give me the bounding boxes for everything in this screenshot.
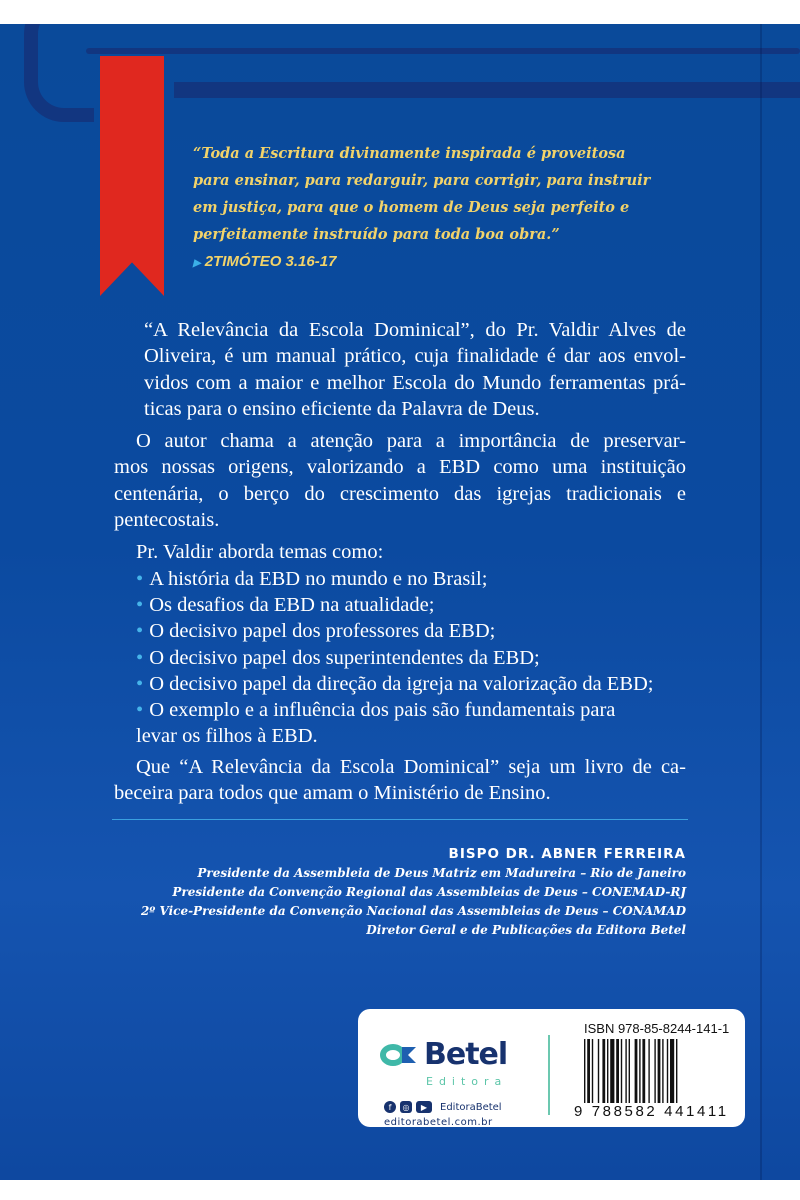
barcode-bar [592, 1039, 593, 1103]
quote-line: em justiça, para que o homem de Deus seja perfeito e [193, 199, 630, 216]
barcode-bar [610, 1039, 614, 1103]
bullet-icon: • [136, 620, 144, 643]
triangle-icon: ▶ [193, 258, 201, 269]
topics-intro: Pr. Valdir aborda temas como: [136, 541, 384, 564]
bookmark-ribbon [100, 56, 164, 296]
decorative-arc [24, 24, 94, 122]
facebook-icon: f [384, 1101, 396, 1113]
barcode-bar [654, 1039, 655, 1103]
item-text: O decisivo papel dos professores da EBD; [149, 620, 496, 643]
item-text: O decisivo papel dos superintendentes da EBD; [149, 646, 540, 669]
betel-logo-icon [380, 1043, 418, 1067]
betel-logo [380, 1037, 507, 1072]
list-item [136, 645, 686, 671]
social-links [384, 1101, 502, 1113]
list-item [136, 697, 686, 723]
barcode-bar [658, 1039, 661, 1103]
barcode-bar [670, 1039, 674, 1103]
signer-role: Diretor Geral e de Publicações da Editora Betel [366, 923, 686, 937]
line: Que “A Relevância da Escola Dominical” seja um livro de ca- [136, 755, 686, 778]
barcode-bar [621, 1039, 622, 1103]
topics-list [114, 566, 686, 750]
barcode-bar [607, 1039, 608, 1103]
quote-line: para ensinar, para redarguir, para corrigir, para instruir [193, 172, 651, 189]
item-text: A história da EBD no mundo e no Brasil; [149, 567, 488, 590]
item-text: levar os filhos à EBD. [136, 725, 318, 748]
paragraph [114, 428, 686, 533]
barcode [584, 1039, 732, 1103]
barcode-bar [676, 1039, 677, 1103]
line: Oliveira, é um manual prático, cuja finalidade é dar aos envol- [144, 345, 686, 368]
item-text: O exemplo e a influência dos pais são fundamentais para [149, 699, 616, 722]
social-handle: EditoraBetel [440, 1101, 502, 1113]
list-item [136, 618, 686, 644]
signer-role: Presidente da Assembleia de Deus Matriz em Madureira – Rio de Janeiro [197, 866, 686, 880]
line: vidos com a maior e melhor Escola do Mundo ferramentas prá- [144, 371, 686, 394]
quote-line: “Toda a Escritura divinamente inspirada é proveitosa [193, 145, 626, 162]
spine-edge [760, 24, 762, 1180]
signer-name: BISPO DR. ABNER FERREIRA [448, 846, 686, 862]
bible-quote [193, 140, 693, 277]
bullet-icon: • [136, 646, 144, 669]
line: “A Relevância da Escola Dominical”, do Pr. Valdir Alves de [144, 319, 686, 341]
barcode-bar [625, 1039, 626, 1103]
barcode-bar [584, 1039, 585, 1103]
line: O autor chama a atenção para a importância de preservar- [136, 430, 686, 453]
barcode-bar [642, 1039, 645, 1103]
isbn-label: ISBN 978-85-8244-141-1 [584, 1021, 730, 1036]
bullet-icon: • [136, 699, 144, 722]
barcode-bar [635, 1039, 638, 1103]
item-text: O decisivo papel da direção da igreja na valorização da EBD; [149, 672, 654, 695]
barcode-bar [629, 1039, 630, 1103]
barcode-bar [667, 1039, 668, 1103]
line: pentecostais. [114, 509, 220, 532]
signer-role: 2º Vice-Presidente da Convenção Nacional das Assembleias de Deus – CONAMAD [140, 904, 686, 918]
line: centenária, o berço do crescimento das igrejas tradicionais e [114, 482, 686, 505]
bullet-icon: • [136, 567, 144, 590]
youtube-icon: ▶ [416, 1101, 432, 1113]
barcode-bar [648, 1039, 649, 1103]
barcode-digits: 9 788582 441411 [574, 1103, 729, 1120]
list-item [136, 566, 686, 592]
divider [112, 819, 688, 820]
paragraph [114, 754, 686, 807]
quote-line: perfeitamente instruído para toda boa obra.” [193, 226, 560, 243]
website-url: editorabetel.com.br [384, 1117, 493, 1128]
barcode-bar [598, 1039, 599, 1103]
bullet-icon: • [136, 672, 144, 695]
barcode-bar [587, 1039, 590, 1103]
bullet-icon: • [136, 593, 144, 616]
quote-reference [193, 248, 693, 277]
line: ticas para o ensino eficiente da Palavra de Deus. [144, 397, 540, 420]
paragraph [114, 317, 686, 422]
instagram-icon: ◎ [400, 1101, 412, 1113]
barcode-bar [602, 1039, 605, 1103]
decorative-bar [86, 48, 800, 54]
barcode-bar [662, 1039, 663, 1103]
endorsement-signature [141, 846, 686, 940]
line: mos nossas origens, valorizando a EBD como uma instituição [114, 456, 686, 479]
publisher-box [358, 1009, 745, 1127]
back-cover [0, 24, 800, 1180]
list-item [136, 671, 686, 697]
barcode-bar [639, 1039, 640, 1103]
logo-subtitle: Editora [426, 1075, 508, 1088]
logo-text: Betel [424, 1037, 508, 1072]
line: beceira para todos que amam o Ministério de Ensino. [114, 782, 551, 805]
list-item [136, 592, 686, 618]
reference-text: 2TIMÓTEO 3.16-17 [204, 253, 337, 270]
item-text: Os desafios da EBD na atualidade; [149, 593, 435, 616]
description [114, 317, 686, 806]
divider [548, 1035, 550, 1115]
decorative-bar [174, 82, 800, 98]
signer-role: Presidente da Convenção Regional das Assembleias de Deus – CONEMAD-RJ [172, 885, 686, 899]
barcode-bar [616, 1039, 619, 1103]
